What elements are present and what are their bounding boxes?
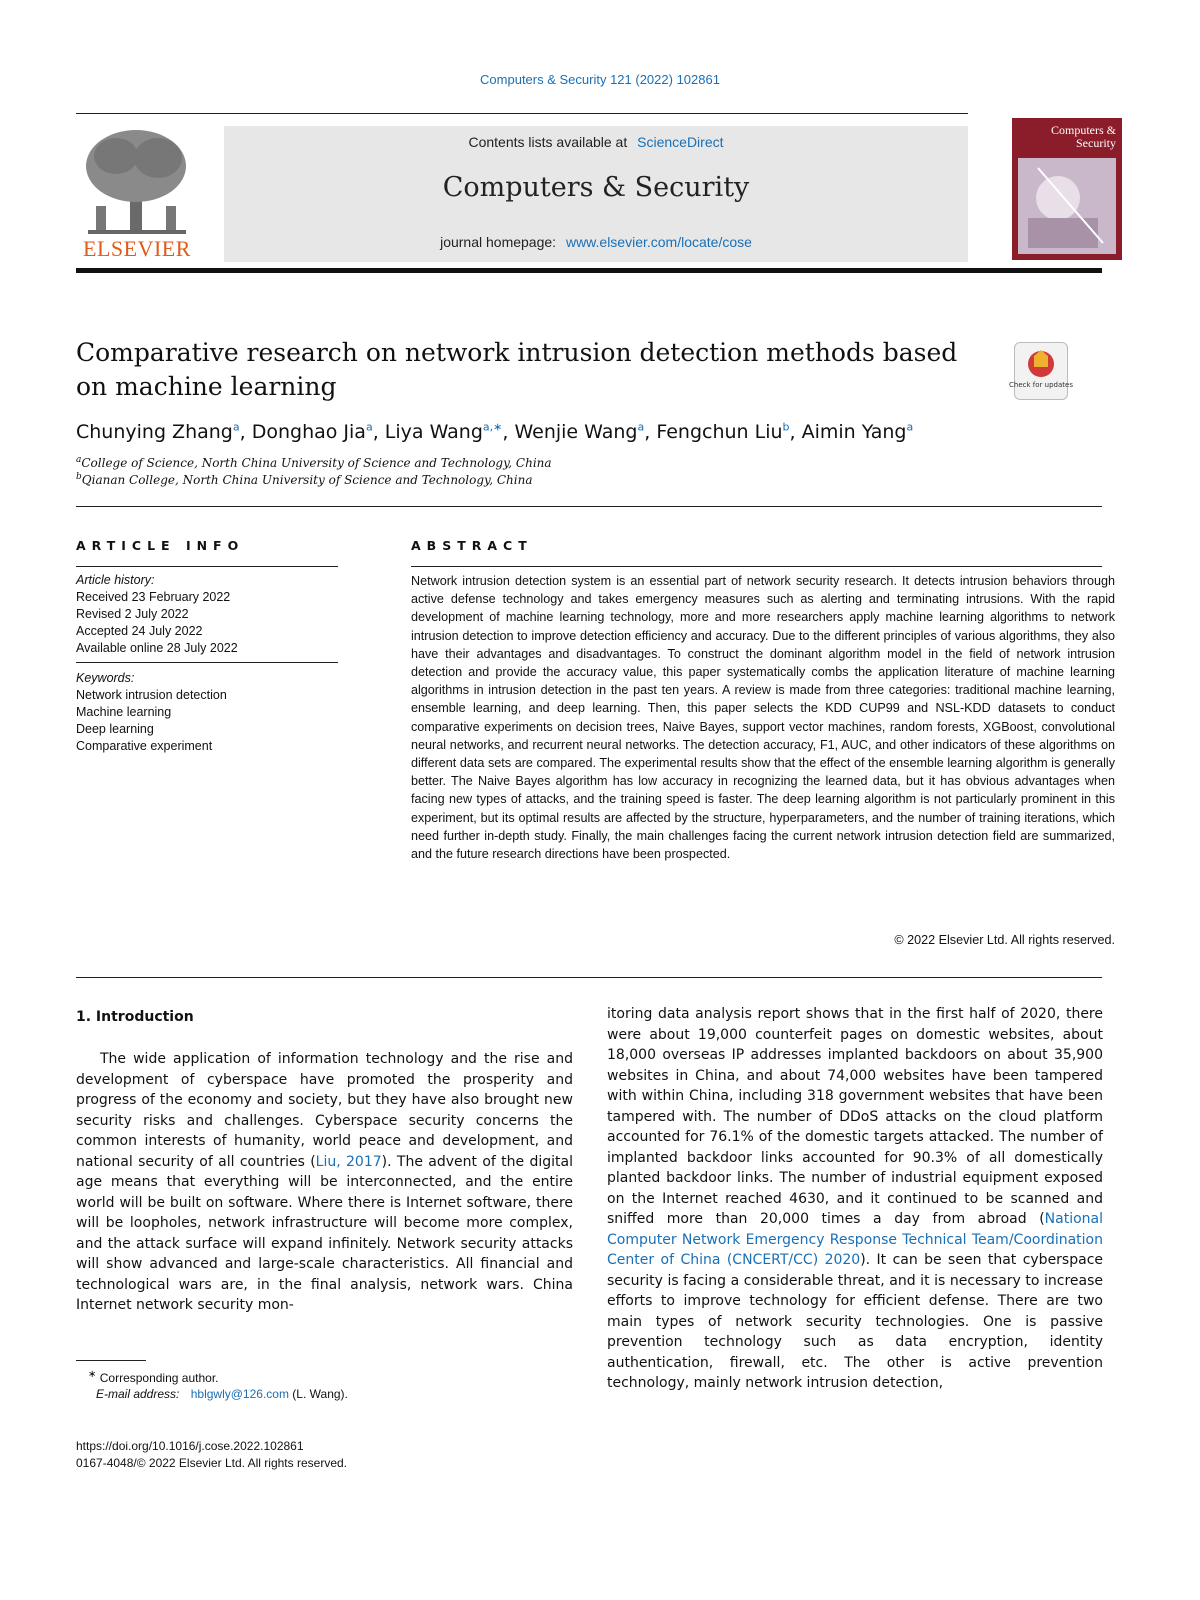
affiliation-a: $^a$College of Science, North China University of Science and Technology, China [76,455,552,470]
header-top-rule [76,113,968,114]
citation-liu-2017[interactable]: Liu, 2017 [315,1153,382,1170]
crossmark-label: Check for updates [1009,381,1073,389]
contents-prefix: Contents lists available at [468,134,628,150]
article-info-rule [76,566,338,567]
email-link[interactable]: hblgwly@126.com [190,1387,289,1401]
contents-line [224,134,968,150]
homepage-link[interactable]: www.elsevier.com/locate/cose [565,234,752,250]
intro-left-column [76,1049,573,1316]
keywords-label: Keywords: [76,671,135,685]
history-revised: Revised 2 July 2022 [76,607,189,621]
article-title: Comparative research on network intrusion detection methods based on machine learning [76,338,958,401]
citation-cncert-2020[interactable]: National Computer Network Emergency Response Technical Team/Coordination Center of China (CNCERT/CC) 2020 [607,1211,1103,1268]
check-for-updates-badge[interactable] [1009,342,1073,400]
author-5[interactable]: Fengchun Liu$^b$ [656,421,790,444]
abstract-rule [411,566,1102,567]
keyword-item: Machine learning [76,705,172,719]
journal-header-box [224,126,968,262]
keywords-block [76,670,227,755]
introduction-heading: 1. Introduction [76,1009,194,1025]
abstract-copyright: © 2022 Elsevier Ltd. All rights reserved. [894,933,1115,947]
issn-line: 0167-4048/© 2022 Elsevier Ltd. All rights reserved. [76,1456,347,1470]
intro-right-column [607,1004,1103,1394]
author-list: Chunying Zhang$^a$, Donghao Jia$^a$, Liya Wang$^{a,∗}$, Wenjie Wang$^a$, Fengchun Liu$^b$, Aimin Yang$^a$ [76,421,914,444]
elsevier-wordmark: ELSEVIER [83,236,191,261]
article-history [76,572,238,657]
abstract-text: Network intrusion detection system is an essential part of network security research. It detects intrusion behaviors through active defense technology and takes emergency measures such as alerting and terminating intrusions. With the rapid development of machine learning technology, more and more researchers apply machine learning algorithms to network intrusion detection to improve detection efficiency and accuracy. Due to the different principles of various algorithms, they also have their advantages and disadvantages. To construct the dominant algorithm model in the field of network intrusion detection and provide the accuracy value, this paper systematically combs the application literature of machine learning algorithms in intrusion detection in the past ten years. A review is made from three categories: traditional machine learning, ensemble learning, and deep learning. Then, this paper selects the KDD CUP99 and NSL-KDD datasets to conduct comparative experiments on decision trees, Naive Bayes, support vector machines, random forests, XGBoost, convolutional neural networks, and recurrent neural networks. The detection accuracy, F1, AUC, and other indicators of these algorithms on different data sets are compared. The experimental results show that the effect of the ensemble learning algorithm is generally better. The Naive Bayes algorithm has low accuracy in recognizing the learned data, but it has obvious advantages when facing new types of attacks, and the training speed is faster. The deep learning algorithm is not particularly prominent in this experiment, but its optimal results are affected by the structure, hyperparameters, and the number of training iterations, which need further in-depth study. Finally, the main challenges facing the current network intrusion detection field are summarized, and the future research directions have been prospected. [411,574,1115,862]
corresponding-author-note: ∗ Corresponding author. [88,1369,219,1385]
homepage-line [224,234,968,250]
article-info-heading: ARTICLE INFO [76,538,245,553]
author-1[interactable]: Chunying Zhang$^a$ [76,421,240,444]
intro-right-text-1: itoring data analysis report shows that in the first half of 2020, there were about 19,000 counterfeit pages on domestic websites, about 18,000 overseas IP addresses implanted backdoors on about 35,900 websites in China, and about 74,000 websites have been tampered with within China, including 318 government websites that have been tampered with. The number of DDoS attacks on the cloud platform accounted for 76.1% of the domestic targets attacked. The number of implanted backdoor links accounted for 90.3% of all domestically planted backdoor links. The number of industrial equipment exposed on the Internet reached 4630, and it continued to be scanned and sniffed more than 20,000 times a day from abroad ( [607,1006,1103,1227]
author-3[interactable]: Liya Wang$^{a,∗}$ [384,421,503,444]
history-received: Received 23 February 2022 [76,590,231,604]
keyword-item: Network intrusion detection [76,688,227,702]
intro-left-text-1: The wide application of information technology and the rise and development of cyberspace have promoted the prosperity and progress of the economy and society, but they have also brought new security risks and challenges. Cyberspace security concerns the common interests of humanity, world peace and development, and national security of all countries ( [76,1051,573,1170]
journal-reference-link[interactable]: Computers & Security 121 (2022) 102861 [480,72,720,87]
intro-right-text-2: ). It can be seen that cyberspace security is facing a considerable threat, and it is necessary to increase efforts to improve technology for efficient defense. There are two main types of network security technologies. One is passive prevention technology such as data encryption, identity authentication, firewall, etc. The other is active prevention technology, mainly network intrusion detection, [607,1252,1104,1391]
keyword-item: Comparative experiment [76,739,213,753]
doi-link[interactable]: https://doi.org/10.1016/j.cose.2022.102861 [76,1439,304,1453]
author-6[interactable]: Aimin Yang$^a$ [801,421,914,444]
sciencedirect-link[interactable]: ScienceDirect [637,134,724,150]
history-label: Article history: [76,573,155,587]
author-4[interactable]: Wenjie Wang$^a$ [514,421,645,444]
keyword-item: Deep learning [76,722,154,736]
footnote-rule [76,1360,146,1361]
cover-title: Computers & Security [1051,123,1116,150]
intro-left-text-2: ). The advent of the digital age means that everything will be interconnected, and the entire world will be built on software. Where there is Internet software, there will be loopholes, network infrastructure will become more complex, and the attack surface will expand infinitely. Network security attacks will show advanced and large-scale characteristics. All financial and technological wars are, in the final analysis, network wars. China Internet network security mon- [76,1153,573,1313]
email-note: E-mail address: hblgwly@126.com (L. Wang). [96,1387,348,1401]
affiliation-rule [76,506,1102,507]
abstract-bottom-rule [76,977,1102,978]
affiliation-b: $^b$Qianan College, North China University of Science and Technology, China [76,472,533,487]
header-bottom-rule [76,268,1102,273]
history-online: Available online 28 July 2022 [76,641,238,655]
journal-cover-image [1012,118,1122,260]
keywords-rule [76,662,338,663]
homepage-prefix: journal homepage: [440,234,557,250]
journal-title: Computers & Security [442,172,750,203]
history-accepted: Accepted 24 July 2022 [76,624,203,638]
author-2[interactable]: Donghao Jia$^a$ [251,421,373,444]
abstract-heading: ABSTRACT [411,538,533,553]
